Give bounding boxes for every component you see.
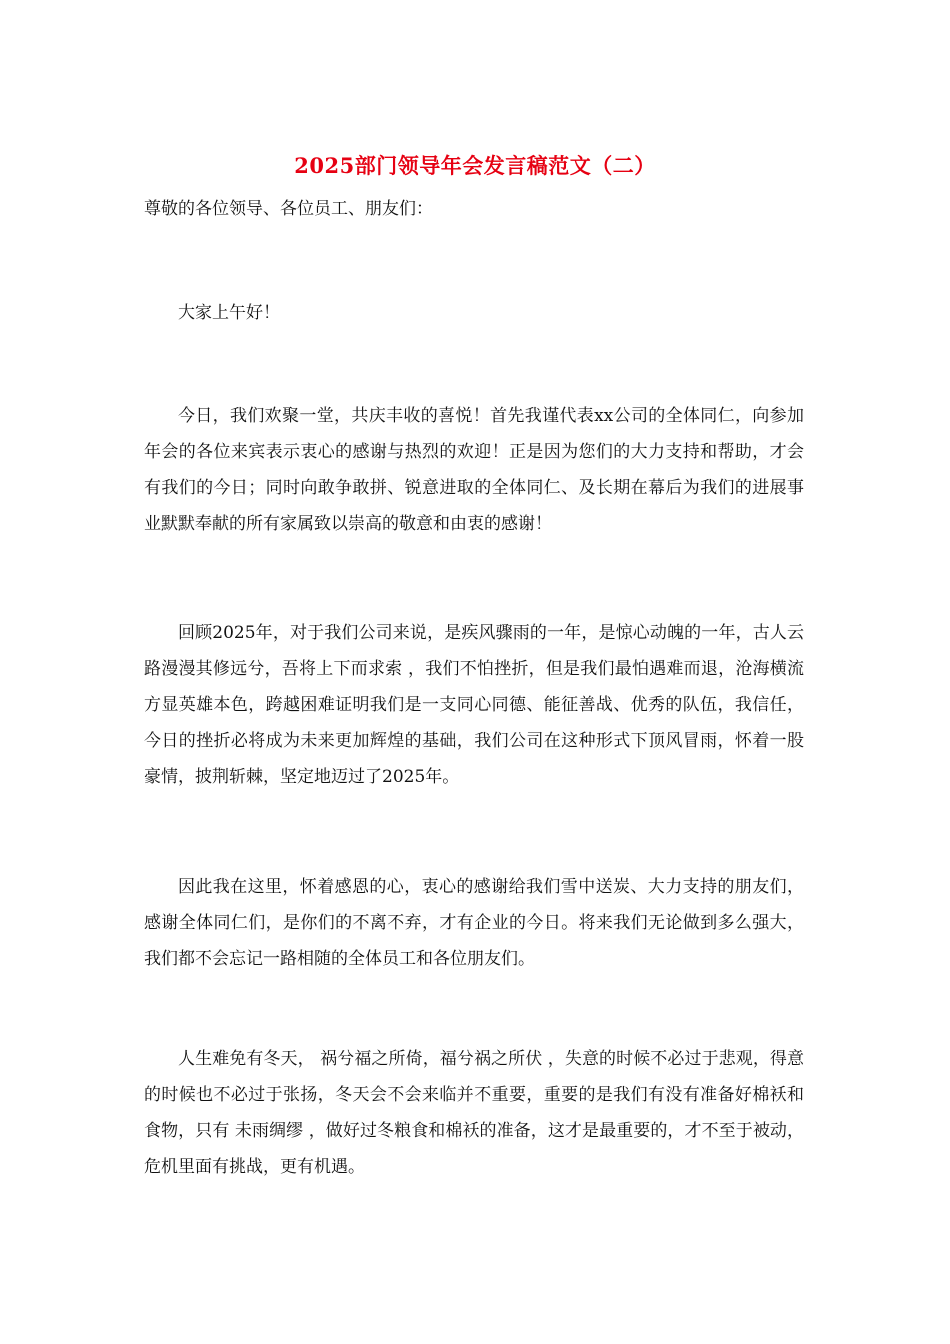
paragraph-gratitude: 因此我在这里，怀着感恩的心，衷心的感谢给我们雪中送炭、大力支持的朋友们，感谢全体同仁们，是你们的不离不弃，才有企业的今日。将来我们无论做到多么强大，我们都不会忘记一路相随的全体员工和各位朋友们。 — [144, 877, 804, 969]
document-title: 2025部门领导年会发言稿范文（二） — [294, 153, 656, 178]
paragraph-welcome: 今日，我们欢聚一堂，共庆丰收的喜悦！首先我谨代表xx公司的全体同仁，向参加年会的各位来宾表示衷心的感谢与热烈的欢迎！正是因为您们的大力支持和帮助，才会有我们的今日；同时向敢争敢拼、锐意进取的全体同仁、及长期在幕后为我们的进展事业默默奉献的所有家属致以崇高的敬意和由衷的感谢！ — [144, 406, 804, 534]
paragraph-greeting: 大家上午好！ — [178, 303, 280, 323]
paragraph-review: 回顾2025年，对于我们公司来说，是疾风骤雨的一年，是惊心动魄的一年，古人云 路漫漫其修远兮，吾将上下而求索 ，我们不怕挫折，但是我们最怕遇难而退，沧海横流方显英雄本色，跨越困难证明我们是一支同心同德、能征善战、优秀的队伍，我信任，今日的挫折必将成为未来更加辉煌的基础，我们公司在这种形式下顶风冒雨，怀着一股豪情，披荆斩棘，坚定地迈过了2025年。 — [144, 623, 804, 787]
salutation: 尊敬的各位领导、各位员工、朋友们： — [144, 199, 433, 219]
paragraph-winter: 人生难免有冬天， 祸兮福之所倚，福兮祸之所伏 ，失意的时候不必过于悲观，得意的时候也不必过于张扬，冬天会不会来临并不重要，重要的是我们有没有准备好棉袄和食物，只有 未雨绸缪 ，做好过冬粮食和棉袄的准备，这才是最重要的，才不至于被动，危机里面有挑战，更有机遇。 — [144, 1049, 804, 1177]
